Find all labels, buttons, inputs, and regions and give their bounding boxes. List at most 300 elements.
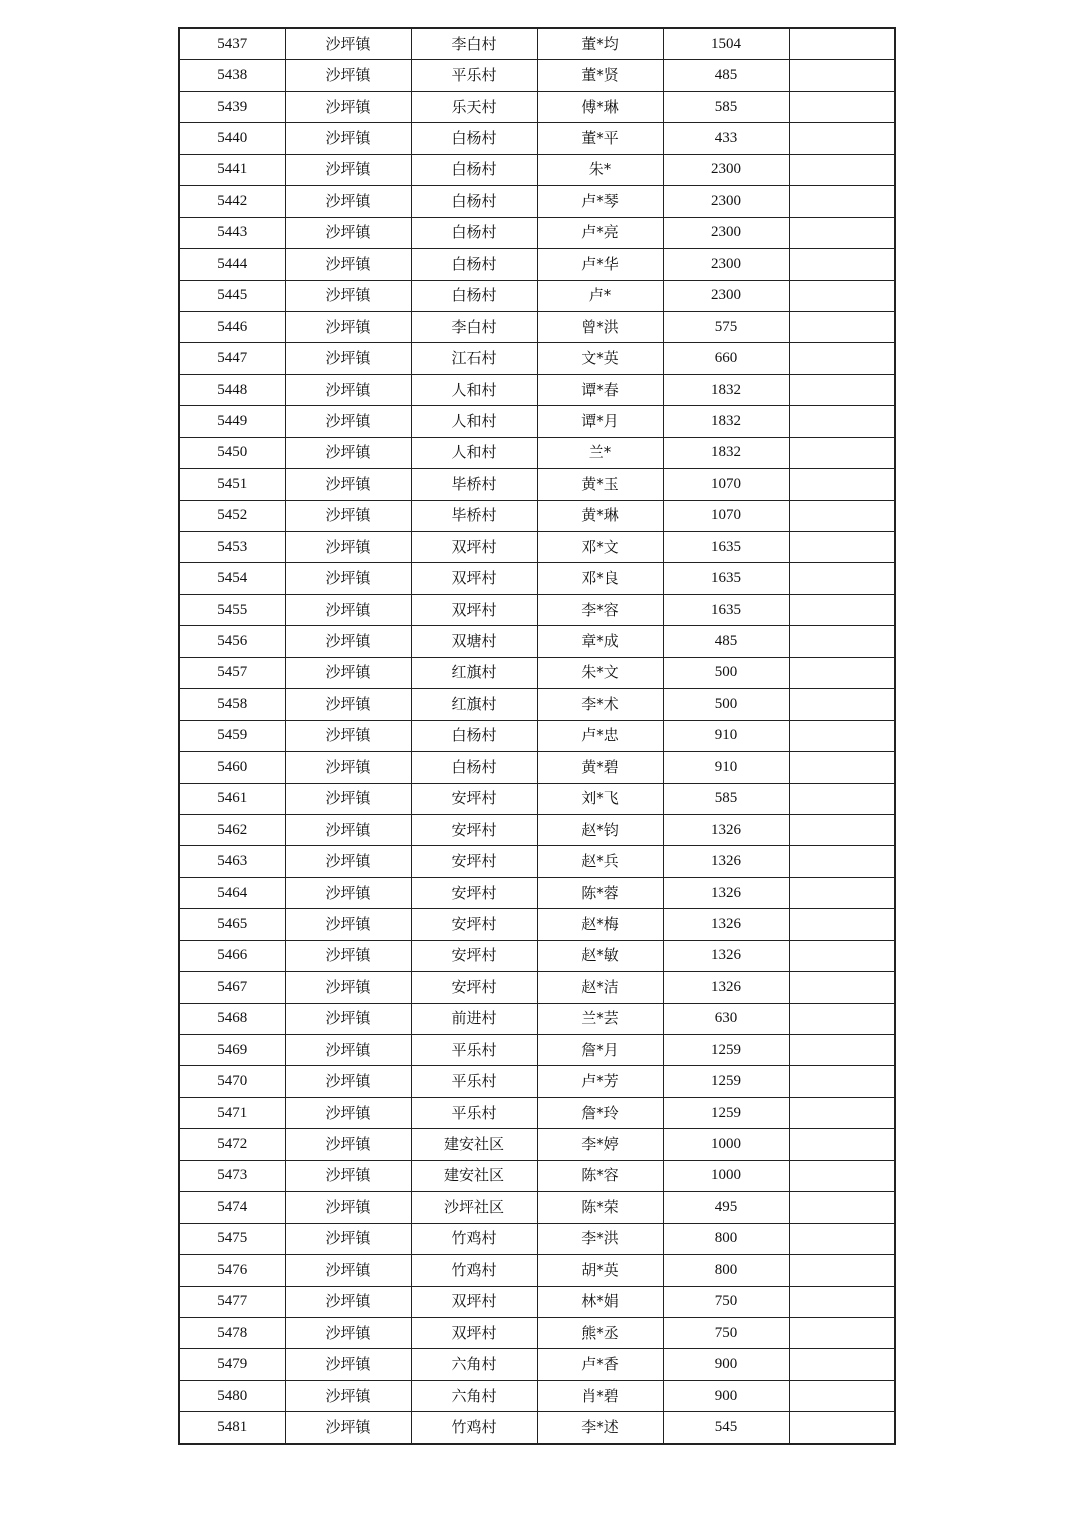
town-cell: 沙坪镇 [285, 217, 411, 248]
town-cell: 沙坪镇 [285, 437, 411, 468]
table-row [179, 563, 895, 594]
name-cell: 文*英 [537, 343, 663, 374]
village-cell: 安坪村 [411, 972, 537, 1003]
remark-cell [789, 626, 895, 657]
amount-cell: 500 [663, 657, 789, 688]
town-cell: 沙坪镇 [285, 1412, 411, 1444]
amount-cell: 1832 [663, 437, 789, 468]
amount-cell: 1000 [663, 1129, 789, 1160]
town-cell: 沙坪镇 [285, 311, 411, 342]
serial-number-cell: 5463 [179, 846, 285, 877]
remark-cell [789, 909, 895, 940]
table-row [179, 1286, 895, 1317]
remark-cell [789, 752, 895, 783]
table-row [179, 909, 895, 940]
table-row [179, 1223, 895, 1254]
amount-cell: 2300 [663, 217, 789, 248]
serial-number-cell: 5479 [179, 1349, 285, 1380]
serial-number-cell: 5462 [179, 814, 285, 845]
serial-number-cell: 5465 [179, 909, 285, 940]
remark-cell [789, 1412, 895, 1444]
amount-cell: 800 [663, 1255, 789, 1286]
amount-cell: 575 [663, 311, 789, 342]
town-cell: 沙坪镇 [285, 91, 411, 122]
name-cell: 陈*蓉 [537, 877, 663, 908]
serial-number-cell: 5481 [179, 1412, 285, 1444]
serial-number-cell: 5453 [179, 532, 285, 563]
serial-number-cell: 5447 [179, 343, 285, 374]
town-cell: 沙坪镇 [285, 783, 411, 814]
amount-cell: 1326 [663, 877, 789, 908]
town-cell: 沙坪镇 [285, 657, 411, 688]
town-cell: 沙坪镇 [285, 374, 411, 405]
name-cell: 赵*钧 [537, 814, 663, 845]
serial-number-cell: 5452 [179, 500, 285, 531]
name-cell: 詹*玲 [537, 1097, 663, 1128]
village-cell: 双坪村 [411, 594, 537, 625]
village-cell: 竹鸡村 [411, 1412, 537, 1444]
amount-cell: 910 [663, 752, 789, 783]
table-row [179, 846, 895, 877]
remark-cell [789, 1286, 895, 1317]
table-row [179, 249, 895, 280]
remark-cell [789, 91, 895, 122]
town-cell: 沙坪镇 [285, 1097, 411, 1128]
village-cell: 人和村 [411, 437, 537, 468]
village-cell: 平乐村 [411, 1066, 537, 1097]
remark-cell [789, 1129, 895, 1160]
town-cell: 沙坪镇 [285, 594, 411, 625]
amount-cell: 1326 [663, 814, 789, 845]
name-cell: 谭*春 [537, 374, 663, 405]
village-cell: 平乐村 [411, 1035, 537, 1066]
name-cell: 李*术 [537, 689, 663, 720]
village-cell: 李白村 [411, 28, 537, 60]
town-cell: 沙坪镇 [285, 752, 411, 783]
town-cell: 沙坪镇 [285, 469, 411, 500]
remark-cell [789, 1255, 895, 1286]
serial-number-cell: 5441 [179, 154, 285, 185]
name-cell: 兰* [537, 437, 663, 468]
village-cell: 安坪村 [411, 940, 537, 971]
name-cell: 胡*英 [537, 1255, 663, 1286]
amount-cell: 1070 [663, 469, 789, 500]
amount-cell: 2300 [663, 249, 789, 280]
village-cell: 白杨村 [411, 752, 537, 783]
town-cell: 沙坪镇 [285, 1035, 411, 1066]
remark-cell [789, 123, 895, 154]
name-cell: 卢*华 [537, 249, 663, 280]
amount-cell: 800 [663, 1223, 789, 1254]
town-cell: 沙坪镇 [285, 1223, 411, 1254]
amount-cell: 1635 [663, 563, 789, 594]
serial-number-cell: 5470 [179, 1066, 285, 1097]
amount-cell: 1504 [663, 28, 789, 60]
serial-number-cell: 5457 [179, 657, 285, 688]
table-row [179, 532, 895, 563]
amount-cell: 1326 [663, 940, 789, 971]
table-row [179, 720, 895, 751]
amount-cell: 485 [663, 626, 789, 657]
table-row [179, 1317, 895, 1348]
village-cell: 安坪村 [411, 814, 537, 845]
amount-cell: 660 [663, 343, 789, 374]
name-cell: 朱*文 [537, 657, 663, 688]
remark-cell [789, 217, 895, 248]
town-cell: 沙坪镇 [285, 343, 411, 374]
table-row [179, 28, 895, 60]
table-row [179, 1035, 895, 1066]
town-cell: 沙坪镇 [285, 1160, 411, 1191]
amount-cell: 750 [663, 1317, 789, 1348]
village-cell: 毕桥村 [411, 500, 537, 531]
town-cell: 沙坪镇 [285, 186, 411, 217]
village-cell: 安坪村 [411, 877, 537, 908]
town-cell: 沙坪镇 [285, 689, 411, 720]
name-cell: 傅*琳 [537, 91, 663, 122]
town-cell: 沙坪镇 [285, 940, 411, 971]
name-cell: 卢*香 [537, 1349, 663, 1380]
serial-number-cell: 5445 [179, 280, 285, 311]
village-cell: 毕桥村 [411, 469, 537, 500]
remark-cell [789, 532, 895, 563]
town-cell: 沙坪镇 [285, 532, 411, 563]
village-cell: 李白村 [411, 311, 537, 342]
amount-cell: 1832 [663, 406, 789, 437]
serial-number-cell: 5471 [179, 1097, 285, 1128]
remark-cell [789, 154, 895, 185]
serial-number-cell: 5480 [179, 1380, 285, 1411]
table-row [179, 60, 895, 91]
amount-cell: 1259 [663, 1035, 789, 1066]
remark-cell [789, 406, 895, 437]
village-cell: 双坪村 [411, 563, 537, 594]
town-cell: 沙坪镇 [285, 1003, 411, 1034]
village-cell: 竹鸡村 [411, 1255, 537, 1286]
village-cell: 竹鸡村 [411, 1223, 537, 1254]
serial-number-cell: 5473 [179, 1160, 285, 1191]
table-row [179, 1003, 895, 1034]
village-cell: 红旗村 [411, 657, 537, 688]
table-row [179, 343, 895, 374]
village-cell: 双坪村 [411, 1286, 537, 1317]
remark-cell [789, 720, 895, 751]
name-cell: 卢*芳 [537, 1066, 663, 1097]
town-cell: 沙坪镇 [285, 280, 411, 311]
table-row [179, 1192, 895, 1223]
serial-number-cell: 5437 [179, 28, 285, 60]
table-row [179, 406, 895, 437]
serial-number-cell: 5461 [179, 783, 285, 814]
serial-number-cell: 5439 [179, 91, 285, 122]
serial-number-cell: 5446 [179, 311, 285, 342]
town-cell: 沙坪镇 [285, 500, 411, 531]
name-cell: 黄*琳 [537, 500, 663, 531]
name-cell: 陈*荣 [537, 1192, 663, 1223]
village-cell: 白杨村 [411, 154, 537, 185]
village-cell: 白杨村 [411, 720, 537, 751]
serial-number-cell: 5464 [179, 877, 285, 908]
name-cell: 林*娟 [537, 1286, 663, 1317]
name-cell: 詹*月 [537, 1035, 663, 1066]
remark-cell [789, 500, 895, 531]
name-cell: 赵*兵 [537, 846, 663, 877]
amount-cell: 910 [663, 720, 789, 751]
remark-cell [789, 689, 895, 720]
table-row [179, 154, 895, 185]
amount-cell: 495 [663, 1192, 789, 1223]
table-row [179, 814, 895, 845]
table-row [179, 594, 895, 625]
amount-cell: 485 [663, 60, 789, 91]
name-cell: 谭*月 [537, 406, 663, 437]
town-cell: 沙坪镇 [285, 1317, 411, 1348]
name-cell: 邓*文 [537, 532, 663, 563]
town-cell: 沙坪镇 [285, 563, 411, 594]
remark-cell [789, 1066, 895, 1097]
amount-cell: 750 [663, 1286, 789, 1317]
town-cell: 沙坪镇 [285, 626, 411, 657]
village-cell: 江石村 [411, 343, 537, 374]
remark-cell [789, 1192, 895, 1223]
town-cell: 沙坪镇 [285, 1255, 411, 1286]
village-cell: 人和村 [411, 406, 537, 437]
serial-number-cell: 5476 [179, 1255, 285, 1286]
table-row [179, 1255, 895, 1286]
amount-cell: 2300 [663, 154, 789, 185]
serial-number-cell: 5438 [179, 60, 285, 91]
remark-cell [789, 940, 895, 971]
name-cell: 赵*梅 [537, 909, 663, 940]
town-cell: 沙坪镇 [285, 909, 411, 940]
remark-cell [789, 437, 895, 468]
town-cell: 沙坪镇 [285, 28, 411, 60]
name-cell: 赵*洁 [537, 972, 663, 1003]
amount-cell: 900 [663, 1349, 789, 1380]
name-cell: 曾*洪 [537, 311, 663, 342]
serial-number-cell: 5475 [179, 1223, 285, 1254]
remark-cell [789, 1003, 895, 1034]
name-cell: 赵*敏 [537, 940, 663, 971]
village-cell: 双坪村 [411, 532, 537, 563]
serial-number-cell: 5443 [179, 217, 285, 248]
serial-number-cell: 5477 [179, 1286, 285, 1317]
amount-cell: 1326 [663, 972, 789, 1003]
amount-cell: 1326 [663, 909, 789, 940]
village-cell: 安坪村 [411, 909, 537, 940]
table-row [179, 940, 895, 971]
name-cell: 李*容 [537, 594, 663, 625]
amount-cell: 585 [663, 91, 789, 122]
data-table [178, 27, 896, 1445]
serial-number-cell: 5468 [179, 1003, 285, 1034]
serial-number-cell: 5440 [179, 123, 285, 154]
village-cell: 双塘村 [411, 626, 537, 657]
amount-cell: 2300 [663, 186, 789, 217]
remark-cell [789, 877, 895, 908]
name-cell: 李*述 [537, 1412, 663, 1444]
table-row [179, 500, 895, 531]
serial-number-cell: 5466 [179, 940, 285, 971]
remark-cell [789, 814, 895, 845]
remark-cell [789, 972, 895, 1003]
village-cell: 平乐村 [411, 60, 537, 91]
serial-number-cell: 5459 [179, 720, 285, 751]
amount-cell: 2300 [663, 280, 789, 311]
table-row [179, 689, 895, 720]
town-cell: 沙坪镇 [285, 1286, 411, 1317]
table-row [179, 626, 895, 657]
name-cell: 黄*玉 [537, 469, 663, 500]
amount-cell: 900 [663, 1380, 789, 1411]
amount-cell: 500 [663, 689, 789, 720]
village-cell: 人和村 [411, 374, 537, 405]
village-cell: 乐天村 [411, 91, 537, 122]
amount-cell: 545 [663, 1412, 789, 1444]
village-cell: 白杨村 [411, 249, 537, 280]
remark-cell [789, 1223, 895, 1254]
remark-cell [789, 469, 895, 500]
remark-cell [789, 783, 895, 814]
remark-cell [789, 1035, 895, 1066]
serial-number-cell: 5455 [179, 594, 285, 625]
table-row [179, 123, 895, 154]
town-cell: 沙坪镇 [285, 123, 411, 154]
remark-cell [789, 846, 895, 877]
remark-cell [789, 311, 895, 342]
remark-cell [789, 343, 895, 374]
town-cell: 沙坪镇 [285, 720, 411, 751]
remark-cell [789, 594, 895, 625]
name-cell: 卢*忠 [537, 720, 663, 751]
name-cell: 李*洪 [537, 1223, 663, 1254]
name-cell: 卢* [537, 280, 663, 311]
village-cell: 白杨村 [411, 280, 537, 311]
table-row [179, 657, 895, 688]
table-row [179, 374, 895, 405]
table-row [179, 1412, 895, 1444]
town-cell: 沙坪镇 [285, 154, 411, 185]
serial-number-cell: 5454 [179, 563, 285, 594]
serial-number-cell: 5449 [179, 406, 285, 437]
remark-cell [789, 280, 895, 311]
name-cell: 董*均 [537, 28, 663, 60]
table-row [179, 1097, 895, 1128]
name-cell: 熊*丞 [537, 1317, 663, 1348]
remark-cell [789, 1380, 895, 1411]
name-cell: 董*贤 [537, 60, 663, 91]
remark-cell [789, 28, 895, 60]
serial-number-cell: 5442 [179, 186, 285, 217]
village-cell: 前进村 [411, 1003, 537, 1034]
amount-cell: 1635 [663, 532, 789, 563]
village-cell: 六角村 [411, 1349, 537, 1380]
name-cell: 卢*亮 [537, 217, 663, 248]
table-row [179, 1380, 895, 1411]
serial-number-cell: 5467 [179, 972, 285, 1003]
town-cell: 沙坪镇 [285, 60, 411, 91]
town-cell: 沙坪镇 [285, 1192, 411, 1223]
amount-cell: 585 [663, 783, 789, 814]
table-row [179, 1129, 895, 1160]
name-cell: 肖*碧 [537, 1380, 663, 1411]
table-row [179, 1066, 895, 1097]
remark-cell [789, 60, 895, 91]
village-cell: 安坪村 [411, 783, 537, 814]
name-cell: 刘*飞 [537, 783, 663, 814]
table-row [179, 783, 895, 814]
table-body [179, 28, 895, 1444]
remark-cell [789, 1097, 895, 1128]
table-row [179, 186, 895, 217]
table-row [179, 877, 895, 908]
serial-number-cell: 5456 [179, 626, 285, 657]
serial-number-cell: 5448 [179, 374, 285, 405]
table-row [179, 311, 895, 342]
table-row [179, 91, 895, 122]
table-row [179, 1160, 895, 1191]
table-row [179, 1349, 895, 1380]
village-cell: 沙坪社区 [411, 1192, 537, 1223]
table-row [179, 217, 895, 248]
table-row [179, 280, 895, 311]
town-cell: 沙坪镇 [285, 846, 411, 877]
serial-number-cell: 5450 [179, 437, 285, 468]
town-cell: 沙坪镇 [285, 406, 411, 437]
amount-cell: 433 [663, 123, 789, 154]
village-cell: 安坪村 [411, 846, 537, 877]
amount-cell: 1635 [663, 594, 789, 625]
name-cell: 李*婷 [537, 1129, 663, 1160]
town-cell: 沙坪镇 [285, 814, 411, 845]
village-cell: 平乐村 [411, 1097, 537, 1128]
town-cell: 沙坪镇 [285, 249, 411, 280]
table-row [179, 972, 895, 1003]
amount-cell: 1000 [663, 1160, 789, 1191]
name-cell: 董*平 [537, 123, 663, 154]
remark-cell [789, 186, 895, 217]
amount-cell: 1326 [663, 846, 789, 877]
remark-cell [789, 249, 895, 280]
table-row [179, 469, 895, 500]
village-cell: 白杨村 [411, 123, 537, 154]
village-cell: 六角村 [411, 1380, 537, 1411]
name-cell: 卢*琴 [537, 186, 663, 217]
amount-cell: 1259 [663, 1066, 789, 1097]
serial-number-cell: 5472 [179, 1129, 285, 1160]
village-cell: 白杨村 [411, 217, 537, 248]
remark-cell [789, 563, 895, 594]
amount-cell: 1070 [663, 500, 789, 531]
town-cell: 沙坪镇 [285, 1380, 411, 1411]
name-cell: 朱* [537, 154, 663, 185]
table-row [179, 437, 895, 468]
town-cell: 沙坪镇 [285, 1066, 411, 1097]
amount-cell: 630 [663, 1003, 789, 1034]
amount-cell: 1259 [663, 1097, 789, 1128]
serial-number-cell: 5458 [179, 689, 285, 720]
serial-number-cell: 5474 [179, 1192, 285, 1223]
town-cell: 沙坪镇 [285, 1129, 411, 1160]
village-cell: 双坪村 [411, 1317, 537, 1348]
name-cell: 黄*碧 [537, 752, 663, 783]
serial-number-cell: 5444 [179, 249, 285, 280]
town-cell: 沙坪镇 [285, 877, 411, 908]
serial-number-cell: 5451 [179, 469, 285, 500]
serial-number-cell: 5460 [179, 752, 285, 783]
remark-cell [789, 1160, 895, 1191]
remark-cell [789, 374, 895, 405]
